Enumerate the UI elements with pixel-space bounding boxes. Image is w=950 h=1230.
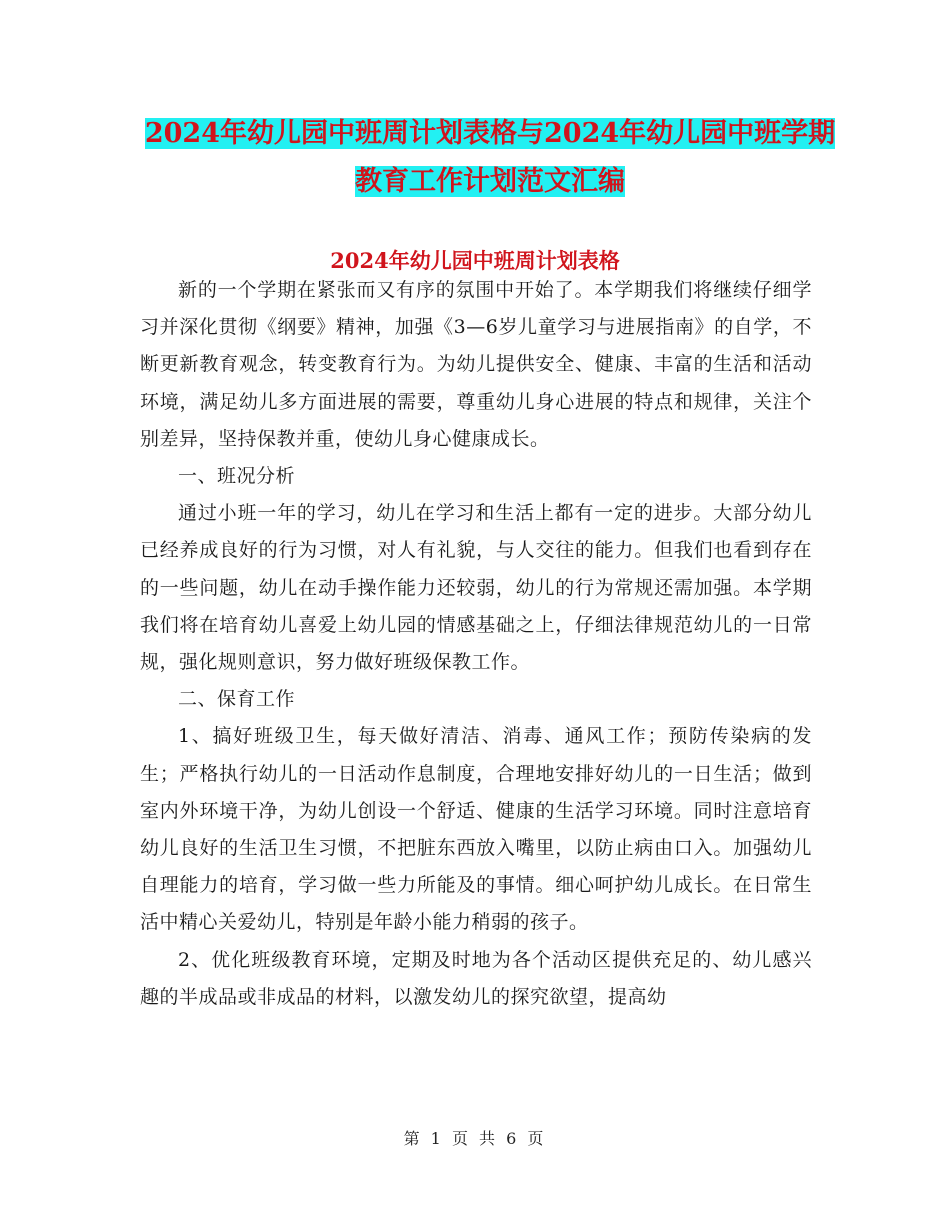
paragraph-intro: 新的一个学期在紧张而又有序的氛围中开始了。本学期我们将继续仔细学习并深化贯彻《纲要》精神，加强《3—6岁儿童学习与进展指南》的自学，不断更新教育观念，转变教育行为。为幼儿提供安全、健康、丰富的生活和活动环境，满足幼儿多方面进展的需要，尊重幼儿身心进展的特点和规律，关注个别差异，坚持保教并重，使幼儿身心健康成长。 [140, 279, 812, 450]
heading-class-analysis: 一、班况分析 [178, 465, 296, 488]
document-title [140, 110, 840, 206]
paragraph-care-item-2: 2、优化班级教育环境，定期及时地为各个活动区提供充足的、幼儿感兴趣的半成品或非成品的材料，以激发幼儿的探究欲望，提高幼 [140, 948, 812, 1008]
section-title: 2024年幼儿园中班周计划表格 [330, 248, 620, 273]
document-title-text: 2024年幼儿园中班周计划表格与2024年幼儿园中班学期教育工作计划范文汇编 [144, 118, 836, 197]
paragraph-class-analysis: 通过小班一年的学习，幼儿在学习和生活上都有一定的进步。大部分幼儿已经养成良好的行为习惯，对人有礼貌，与人交往的能力。但我们也看到存在的一些问题，幼儿在动手操作能力还较弱，幼儿的行为常规还需加强。本学期我们将在培育幼儿喜爱上幼儿园的情感基础之上，仔细法律规范幼儿的一日常规，强化规则意识，努力做好班级保教工作。 [140, 502, 812, 674]
paragraph-care-item-1: 1、搞好班级卫生，每天做好清洁、消毒、通风工作；预防传染病的发生；严格执行幼儿的一日活动作息制度，合理地安排好幼儿的一日生活；做到室内外环境干净，为幼儿创设一个舒适、健康的生活学习环境。同时注意培育幼儿良好的生活卫生习惯，不把脏东西放入嘴里，以防止病由口入。加强幼儿自理能力的培育，学习做一些力所能及的事情。细心呵护幼儿成长。在日常生活中精心关爱幼儿，特别是年龄小能力稍弱的孩子。 [140, 725, 812, 934]
document-body [140, 272, 812, 1016]
heading-care-work: 二、保育工作 [178, 688, 296, 711]
page-number: 第 1 页 共 6 页 [403, 1129, 547, 1148]
